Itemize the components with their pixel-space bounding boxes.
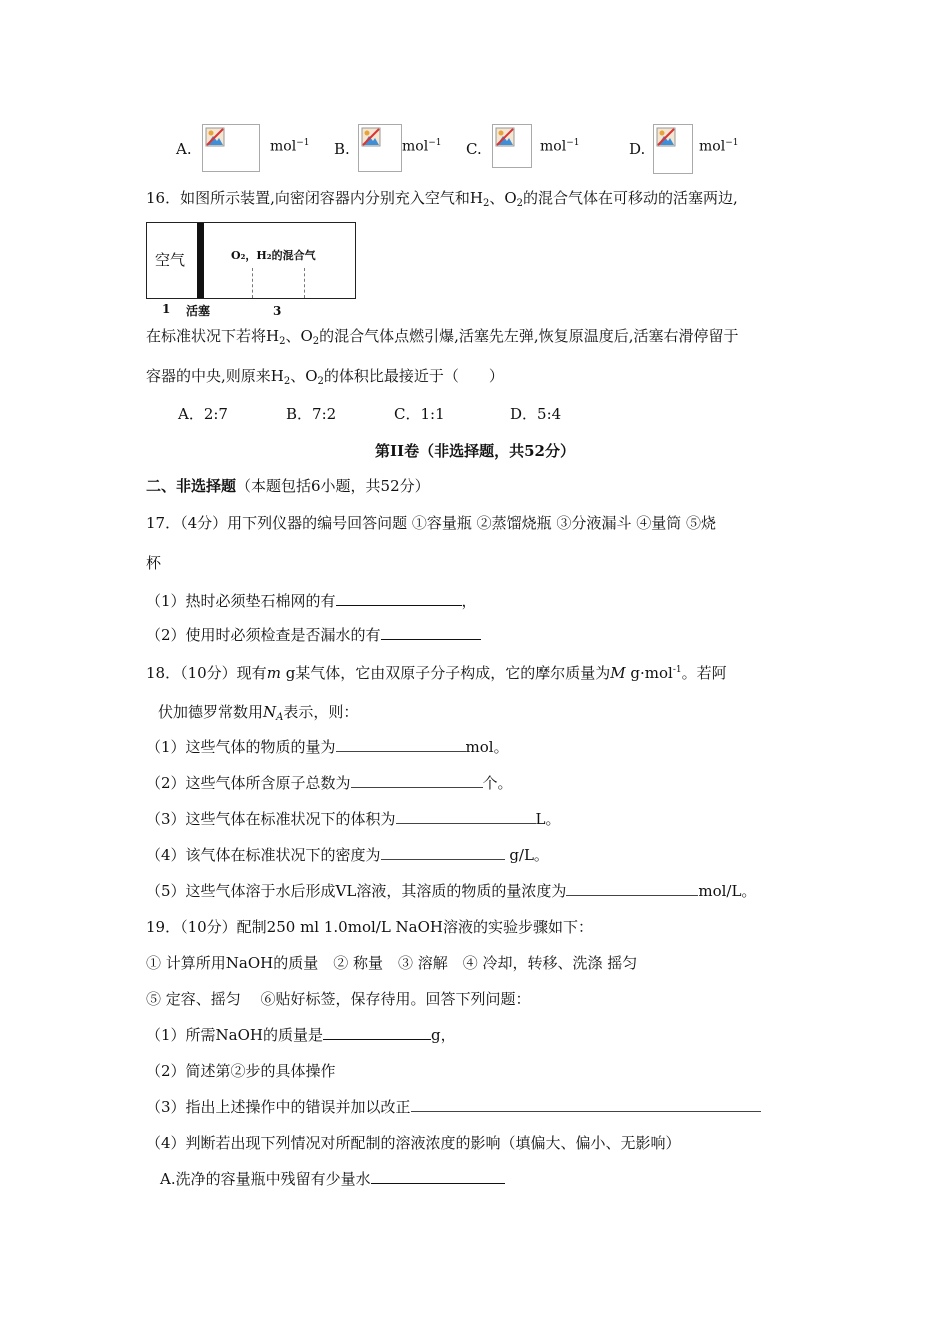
broken-image-icon <box>653 124 693 174</box>
q19-sub2: （2）简述第②步的具体操作 <box>146 1062 336 1080</box>
section-heading: 二、非选择题（本题包括6小题，共52分） <box>146 477 430 495</box>
unit-text: mol$^{-1}$ <box>699 138 739 155</box>
option-label: C. <box>466 140 482 158</box>
q19-steps-line2: ⑤ 定容、摇匀 ⑥贴好标签，保存待用。回答下列问题： <box>146 990 531 1008</box>
q18-stem-line2: 伏加德罗常数用$N_A$表示，则： <box>158 703 359 723</box>
q19-sub1: （1）所需NaOH的质量是 g， <box>146 1026 456 1044</box>
option-label: D. <box>629 140 646 158</box>
answer-blank[interactable] <box>396 809 536 824</box>
piston-container-diagram <box>146 222 356 299</box>
option-label: B. <box>334 140 350 158</box>
answer-blank[interactable] <box>336 737 466 752</box>
answer-blank[interactable] <box>351 773 483 788</box>
q19-sub4-a: A.洗净的容量瓶中残留有少量水 <box>160 1169 505 1189</box>
answer-blank[interactable] <box>371 1169 505 1184</box>
q16-stem-line3: 容器的中央,则原来$H_2$、$O_2$的体积比最接近于（ ） <box>146 367 504 387</box>
answer-blank[interactable] <box>411 1097 761 1112</box>
q15-options <box>176 124 776 176</box>
piston-label: 活塞 <box>186 304 211 318</box>
piston <box>197 223 204 298</box>
q16-stem-line1: 16．如图所示装置,向密闭容器内分别充入空气和$H_2$、$O_2$的混合气体在可移动的活塞两边, <box>146 189 738 209</box>
dashed-mark <box>252 268 253 298</box>
broken-image-icon <box>358 124 402 172</box>
q17-sub2: （2）使用时必须检查是否漏水的有 <box>146 625 481 645</box>
broken-image-icon <box>202 124 260 172</box>
unit-text: mol$^{-1}$ <box>270 138 310 155</box>
q16-choice-a[interactable]: A．2:7 <box>178 405 228 423</box>
q18-sub4: （4）该气体在标准状况下的密度为 g/L。 <box>146 846 549 864</box>
q18-sub1: （1）这些气体的物质的量为 mol。 <box>146 738 509 756</box>
option-label: A. <box>176 140 192 158</box>
q18-sub3: （3）这些气体在标准状况下的体积为 L。 <box>146 810 561 828</box>
q16-stem-line2: 在标准状况下若将$H_2$、$O_2$的混合气体点燃引爆,活塞先左弹,恢复原温度后,活塞右滑停留于 <box>146 327 739 347</box>
answer-blank[interactable] <box>336 591 462 606</box>
dashed-mark <box>304 268 305 298</box>
answer-blank[interactable] <box>323 1025 431 1040</box>
q19-sub4: （4）判断若出现下列情况对所配制的溶液浓度的影响（填偏大、偏小、无影响） <box>146 1134 681 1152</box>
answer-blank[interactable] <box>381 845 505 860</box>
q19-stem-line1: 19．（10分）配制250 ml 1.0mol/L NaOH溶液的实验步骤如下： <box>146 918 593 936</box>
q18-sub5: （5）这些气体溶于水后形成VL溶液，其溶质的物质的量浓度为 mol/L。 <box>146 882 757 900</box>
unit-text: mol$^{-1}$ <box>540 138 580 155</box>
q16-choice-d[interactable]: D．5:4 <box>510 405 562 423</box>
part2-title: 第II卷（非选择题，共52分） <box>375 442 575 460</box>
q16-choice-b[interactable]: B．7:2 <box>286 405 337 423</box>
mark-1: 1 <box>162 302 171 316</box>
unit-text: mol$^{-1}$ <box>402 138 442 155</box>
q17-stem-line2: 杯 <box>146 554 162 572</box>
mark-3: 3 <box>273 304 282 318</box>
q18-sub2: （2）这些气体所含原子总数为 个。 <box>146 774 513 792</box>
q19-steps-line1: ① 计算所用NaOH的质量 ② 称量 ③ 溶解 ④ 冷却，转移、洗涤 摇匀 <box>146 954 638 972</box>
answer-blank[interactable] <box>566 881 698 896</box>
q17-sub1: （1）热时必须垫石棉网的有 ， <box>146 592 477 610</box>
gas-mixture-label: O₂，H₂的混合气 <box>231 249 316 262</box>
q18-stem-line1: 18．（10分）现有m g某气体，它由双原子分子构成，它的摩尔质量为M g·mol$^{-1}$。若阿 <box>146 664 727 682</box>
q17-stem-line1: 17．（4分）用下列仪器的编号回答问题 ①容量瓶 ②蒸馏烧瓶 ③分液漏斗 ④量筒 ⑤烧 <box>146 514 716 532</box>
q16-choice-c[interactable]: C．1:1 <box>394 405 445 423</box>
answer-blank[interactable] <box>381 625 481 640</box>
broken-image-icon <box>492 124 532 168</box>
air-label: 空气 <box>155 251 186 269</box>
q19-sub3: （3）指出上述操作中的错误并加以改正 <box>146 1097 761 1117</box>
